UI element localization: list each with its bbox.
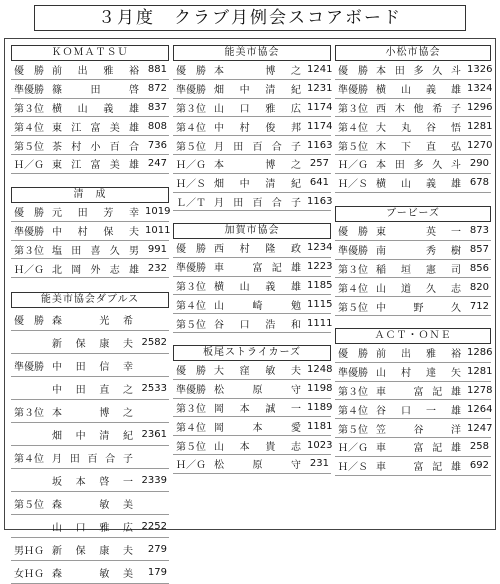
player-name: 松原守 — [214, 385, 301, 397]
score-value: 873 — [469, 225, 489, 237]
rank-label: Ｈ／Ｇ — [176, 160, 206, 172]
player-name: 茶村小百合 — [52, 141, 139, 153]
score-row — [173, 80, 331, 99]
score-row — [11, 117, 169, 136]
rank-label: 準優勝 — [338, 85, 368, 97]
player-name: 横山義雄 — [376, 179, 461, 191]
score-value: 1163 — [307, 195, 333, 207]
score-value: 1241 — [307, 64, 333, 76]
group-header: ブービーズ — [335, 206, 491, 222]
score-value: 232 — [147, 262, 167, 274]
score-value: 1181 — [307, 420, 333, 432]
score-value: 257 — [309, 158, 329, 170]
score-row — [11, 446, 169, 469]
score-row — [335, 99, 491, 118]
score-row — [11, 377, 169, 400]
player-name: 山口雅広 — [52, 522, 133, 534]
rank-label: 第４位 — [338, 405, 368, 417]
rank-label: 準優勝 — [176, 263, 206, 275]
score-row — [335, 117, 491, 136]
score-row — [335, 344, 491, 363]
score-value: 1324 — [467, 83, 493, 95]
player-name: 山道久志 — [376, 283, 461, 295]
group-header: 清 成 — [11, 187, 169, 203]
score-value: 881 — [147, 64, 167, 76]
rank-label: 第３位 — [176, 403, 206, 415]
score-row — [335, 222, 491, 241]
rank-label: Ｈ／Ｓ — [338, 462, 368, 474]
rank-label: 準優勝 — [14, 85, 44, 97]
group-header: 加賀市協会 — [173, 223, 331, 239]
rank-label: 第３位 — [14, 407, 44, 419]
score-row — [335, 278, 491, 297]
score-value: 1234 — [307, 242, 333, 254]
player-name: 森 光希 — [52, 315, 133, 327]
player-name: 北岡外志雄 — [52, 264, 139, 276]
score-value: 856 — [469, 262, 489, 274]
group-seisei — [11, 187, 169, 278]
player-name: 新保康夫 — [52, 545, 133, 557]
score-row — [173, 193, 331, 212]
score-value: 1023 — [307, 439, 333, 451]
rank-label: 優 勝 — [14, 315, 44, 327]
rank-label: 第４位 — [176, 300, 206, 312]
score-row — [11, 241, 169, 260]
player-name: 山崎勉 — [214, 300, 301, 312]
score-row — [335, 438, 491, 457]
player-name: 大窪敏夫 — [214, 366, 301, 378]
rank-label: 優 勝 — [338, 349, 368, 361]
rank-label: 準優勝 — [14, 227, 44, 239]
rank-label: Ｈ／Ｇ — [338, 160, 368, 172]
rank-label: 第４位 — [338, 122, 368, 134]
rank-label: 準優勝 — [176, 385, 206, 397]
score-value: 1011 — [145, 225, 171, 237]
player-name: 月田百合子 — [52, 453, 133, 465]
rank-label: 優 勝 — [338, 227, 368, 239]
scoreboard — [4, 38, 496, 580]
score-row — [11, 80, 169, 99]
rank-label: 第３位 — [176, 103, 206, 115]
score-value: 1223 — [307, 261, 333, 273]
score-value: 1019 — [145, 206, 171, 218]
player-name: 東 英一 — [376, 227, 461, 239]
score-value: 991 — [147, 243, 167, 255]
score-value: 279 — [147, 543, 167, 555]
score-value: 641 — [309, 177, 329, 189]
score-row — [11, 561, 169, 584]
score-row — [11, 155, 169, 174]
score-value: 837 — [147, 101, 167, 113]
player-name: 中田信幸 — [52, 361, 133, 373]
score-value: 820 — [469, 281, 489, 293]
score-row — [11, 492, 169, 515]
player-name: 岡本愛 — [214, 422, 301, 434]
score-row — [173, 295, 331, 314]
score-value: 2361 — [141, 428, 167, 440]
rank-label: 第３位 — [338, 103, 368, 115]
score-value: 1281 — [467, 120, 493, 132]
rank-label: 第３位 — [14, 245, 44, 257]
score-value: 857 — [469, 244, 489, 256]
group-komatsu-assoc — [335, 45, 491, 193]
rank-label: 優 勝 — [14, 208, 44, 220]
player-name: 本 博之 — [214, 160, 301, 172]
group-actone — [335, 328, 491, 476]
score-row — [173, 258, 331, 277]
rank-label: Ｈ／Ｓ — [176, 179, 206, 191]
score-value: 1174 — [307, 101, 333, 113]
group-boobies — [335, 206, 491, 316]
player-name: 中田直之 — [52, 384, 133, 396]
rank-label: Ｈ／Ｇ — [176, 460, 206, 472]
score-value: 2582 — [141, 336, 167, 348]
player-name: 森 敏美 — [52, 568, 133, 580]
score-row — [173, 380, 331, 399]
player-name: 松原守 — [214, 460, 301, 472]
group-komatsu — [11, 45, 169, 174]
rank-label: 第５位 — [176, 441, 206, 453]
score-value: 1198 — [307, 383, 333, 395]
score-value: 1278 — [467, 384, 493, 396]
score-value: 736 — [147, 139, 167, 151]
group-header: ＡＣＴ・ＯＮＥ — [335, 328, 491, 344]
player-name: 畑中清紀 — [214, 179, 301, 191]
rank-label: 第３位 — [176, 281, 206, 293]
score-value: 1326 — [467, 64, 493, 76]
player-name: 中野久 — [376, 302, 461, 314]
score-value: 1281 — [467, 366, 493, 378]
player-name: 車 富記雄 — [214, 263, 301, 275]
rank-label: 第４位 — [176, 122, 206, 134]
player-name: 本 博之 — [214, 66, 301, 78]
rank-label: 準優勝 — [14, 361, 44, 373]
player-name: 坂本啓一 — [52, 476, 133, 488]
score-row — [11, 331, 169, 354]
player-name: 横山義雄 — [52, 103, 139, 115]
rank-label: 第４位 — [176, 422, 206, 434]
player-name: 山口雅広 — [214, 103, 301, 115]
score-value: 2339 — [141, 474, 167, 486]
score-value: 179 — [147, 566, 167, 578]
player-name: 谷口浩和 — [214, 319, 301, 331]
group-itao — [173, 345, 331, 474]
player-name: 塩田喜久男 — [52, 245, 139, 257]
rank-label: Ｈ／Ｓ — [338, 179, 368, 191]
player-name: 畑中清紀 — [214, 85, 301, 97]
score-row — [173, 155, 331, 174]
score-row — [173, 436, 331, 455]
player-name: 木下直弘 — [376, 141, 461, 153]
rank-label: 第４位 — [14, 122, 44, 134]
score-row — [335, 297, 491, 316]
score-row — [335, 61, 491, 80]
rank-label: 優 勝 — [338, 66, 368, 78]
score-row — [173, 99, 331, 118]
score-row — [11, 99, 169, 118]
player-name: 畑中清紀 — [52, 430, 133, 442]
score-value: 231 — [309, 458, 329, 470]
player-name: 本 博之 — [52, 407, 133, 419]
rank-label: 優 勝 — [176, 66, 206, 78]
player-name: 前出雅裕 — [376, 349, 461, 361]
score-row — [173, 117, 331, 136]
score-value: 692 — [469, 460, 489, 472]
rank-label: 準優勝 — [338, 246, 368, 258]
rank-label: 第３位 — [14, 103, 44, 115]
player-name: 篠田啓 — [52, 85, 139, 97]
group-header: 板尾ストライカーズ — [173, 345, 331, 361]
score-row — [335, 419, 491, 438]
score-row — [335, 457, 491, 476]
player-name: 月田百合子 — [214, 141, 301, 153]
score-value: 712 — [469, 300, 489, 312]
score-row — [173, 417, 331, 436]
player-name: 岡本誠一 — [214, 403, 301, 415]
score-row — [335, 241, 491, 260]
score-row — [335, 400, 491, 419]
rank-label: 準優勝 — [338, 368, 368, 380]
player-name: 元田芳幸 — [52, 208, 139, 220]
score-value: 1248 — [307, 364, 333, 376]
rank-label: Ｈ／Ｇ — [14, 160, 44, 172]
score-value: 258 — [469, 441, 489, 453]
rank-label: 第５位 — [338, 302, 368, 314]
player-name: 山本貴志 — [214, 441, 301, 453]
player-name: 横山義雄 — [376, 85, 461, 97]
rank-label: 第５位 — [338, 141, 368, 153]
score-value: 1231 — [307, 83, 333, 95]
score-value: 1247 — [467, 422, 493, 434]
player-name: 稲垣憲司 — [376, 264, 461, 276]
score-row — [335, 260, 491, 279]
player-name: 東江富美雄 — [52, 122, 139, 134]
player-name: 車 富記雄 — [376, 386, 461, 398]
score-value: 2533 — [141, 382, 167, 394]
rank-label: 第５位 — [14, 499, 44, 511]
group-header: 能美市協会ダブルス — [11, 292, 169, 308]
player-name: 車 富記雄 — [376, 462, 461, 474]
rank-label: 女ＨＧ — [14, 568, 44, 580]
rank-label: 優 勝 — [176, 366, 206, 378]
score-value: 1270 — [467, 139, 493, 151]
rank-label: 第４位 — [14, 453, 44, 465]
score-row — [11, 469, 169, 492]
rank-label: Ｈ／Ｇ — [14, 264, 44, 276]
score-row — [11, 259, 169, 278]
score-row — [335, 136, 491, 155]
rank-label: 第３位 — [338, 264, 368, 276]
player-name: 本田多久斗 — [376, 66, 461, 78]
score-row — [173, 239, 331, 258]
player-name: 西木他希子 — [376, 103, 461, 115]
score-row — [173, 314, 331, 333]
score-value: 872 — [147, 83, 167, 95]
rank-label: 第５位 — [14, 141, 44, 153]
player-name: 月田百合子 — [214, 197, 301, 209]
score-value: 290 — [469, 158, 489, 170]
score-value: 1264 — [467, 403, 493, 415]
score-row — [335, 382, 491, 401]
player-name: 中村保夫 — [52, 227, 139, 239]
group-nomi-doubles — [11, 292, 169, 584]
score-row — [335, 80, 491, 99]
score-row — [173, 361, 331, 380]
rank-label: Ｌ／Ｔ — [176, 197, 206, 209]
rank-label: 優 勝 — [14, 66, 44, 78]
group-header: ＫＯＭＡＴＳＵ — [11, 45, 169, 61]
rank-label: 第５位 — [176, 319, 206, 331]
score-row — [11, 136, 169, 155]
rank-label: 第５位 — [176, 141, 206, 153]
rank-label: 第４位 — [338, 283, 368, 295]
player-name: 山村達矢 — [376, 368, 461, 380]
group-header: 小松市協会 — [335, 45, 491, 61]
player-name: 森 敏美 — [52, 499, 133, 511]
score-value: 1189 — [307, 401, 333, 413]
rank-label: 優 勝 — [176, 244, 206, 256]
rank-label: 男ＨＧ — [14, 545, 44, 557]
player-name: 大丸谷悟 — [376, 122, 461, 134]
score-value: 2252 — [141, 520, 167, 532]
player-name: 新保康夫 — [52, 338, 133, 350]
score-value: 1111 — [307, 317, 333, 329]
player-name: 横山義雄 — [214, 281, 301, 293]
score-value: 1174 — [307, 120, 333, 132]
score-value: 1163 — [307, 139, 333, 151]
rank-label: 第５位 — [338, 424, 368, 436]
score-value: 1286 — [467, 347, 493, 359]
score-row — [11, 515, 169, 538]
score-row — [11, 400, 169, 423]
score-value: 1185 — [307, 279, 333, 291]
player-name: 西村隆政 — [214, 244, 301, 256]
score-value: 678 — [469, 177, 489, 189]
score-row — [173, 61, 331, 80]
group-header: 能美市協会 — [173, 45, 331, 61]
group-nomi — [173, 45, 331, 211]
score-row — [11, 203, 169, 222]
player-name: 前出雅裕 — [52, 66, 139, 78]
score-row — [11, 354, 169, 377]
score-row — [11, 222, 169, 241]
score-row — [335, 174, 491, 193]
score-row — [11, 61, 169, 80]
player-name: 南 秀樹 — [376, 246, 461, 258]
score-row — [11, 308, 169, 331]
score-row — [173, 399, 331, 418]
player-name: 谷口一雄 — [376, 405, 461, 417]
score-value: 808 — [147, 120, 167, 132]
rank-label: 準優勝 — [176, 85, 206, 97]
rank-label: 第３位 — [338, 386, 368, 398]
score-row — [173, 455, 331, 474]
score-value: 247 — [147, 158, 167, 170]
score-row — [173, 174, 331, 193]
score-row — [11, 423, 169, 446]
player-name: 東江富美雄 — [52, 160, 139, 172]
player-name: 本田多久斗 — [376, 160, 461, 172]
score-row — [173, 136, 331, 155]
score-value: 1296 — [467, 101, 493, 113]
player-name: 車 富記雄 — [376, 443, 461, 455]
player-name: 笠谷洋 — [376, 424, 461, 436]
rank-label: Ｈ／Ｇ — [338, 443, 368, 455]
score-row — [173, 277, 331, 296]
page-title: ３月度 クラブ月例会スコアボード — [34, 5, 466, 31]
group-kaga — [173, 223, 331, 333]
player-name: 中村俊邦 — [214, 122, 301, 134]
score-row — [335, 155, 491, 174]
score-value: 1115 — [307, 298, 333, 310]
score-row — [11, 538, 169, 561]
score-row — [335, 363, 491, 382]
